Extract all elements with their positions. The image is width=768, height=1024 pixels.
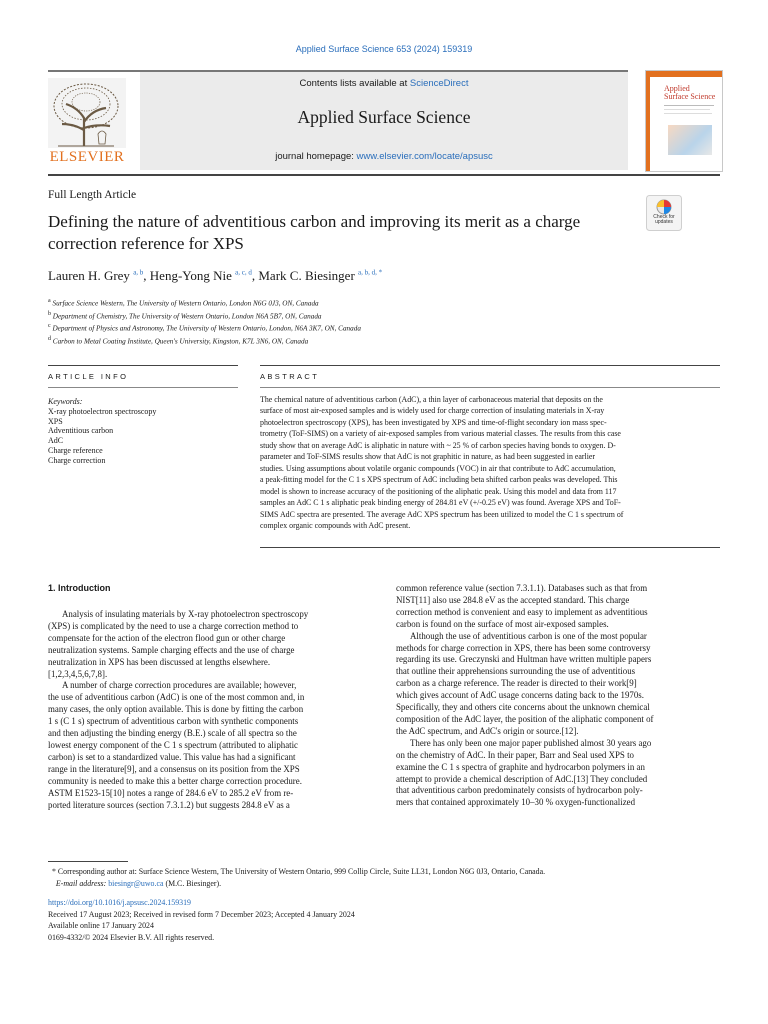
- body-text-line: neutralization in XPS has been discussed at lengths elsewhere.: [48, 656, 271, 667]
- body-text-line: There has only been one major paper published almost 30 years ago: [410, 737, 652, 748]
- body-text-line: range in the literature[9], and a consensus on its position from the XPS: [48, 763, 300, 774]
- body-text-line: on the chemistry of AdC. In their paper, Barr and Seal used XPS to: [396, 749, 634, 760]
- abstract-line: a peak-fitting model for the C 1 s XPS spectrum of AdC including beta shifted carbon peaks was developed. This: [260, 475, 618, 485]
- body-text-line: carbon) is set to a standardized value. This value has had a significant: [48, 751, 296, 762]
- journal-homepage-line: [140, 151, 628, 162]
- email-link[interactable]: biesingr@uwo.ca: [108, 878, 164, 888]
- author-name[interactable]: Mark C. Biesinger: [258, 268, 355, 283]
- cover-rule-3: [664, 113, 712, 114]
- email-suffix: (M.C. Biesinger).: [163, 878, 222, 888]
- abstract-line: The chemical nature of adventitious carbon (AdC), a thin layer of carbonaceous material that deposits on the: [260, 395, 603, 404]
- abstract-top-rule: [260, 365, 720, 366]
- affiliation-text: Department of Chemistry, The University of Western Ontario, London N6A 5B7, ON, Canada: [52, 312, 322, 321]
- corresponding-author-note: * Corresponding author at: Surface Science Western, The University of Western Ontario, 999 Collip Circle, Suite LL31, London N6G 0J3, Ontario, Canada.: [48, 867, 546, 876]
- cover-title-line1: Applied: [664, 84, 690, 93]
- affiliation-text: Department of Physics and Astronomy, The University of Western Ontario, London, N6A 3K7, ON, Canada: [52, 324, 361, 333]
- keyword: X-ray photoelectron spectroscopy: [48, 406, 157, 416]
- body-text-line: community is needed to make this a better charge correction procedure.: [48, 775, 302, 786]
- cover-rule-2: [664, 109, 710, 110]
- journal-citation[interactable]: Applied Surface Science 653 (2024) 159319: [295, 44, 473, 54]
- affiliation: [48, 296, 361, 309]
- article-title: Defining the nature of adventitious carbon and improving its merit as a charge correction reference for XPS: [48, 212, 581, 253]
- keyword: Charge reference: [48, 445, 103, 455]
- body-text-line: which gives account of AdC usage concerns dating back to the 1970s.: [396, 690, 644, 701]
- body-text-line: NIST[11] also use 284.8 eV as the accepted standard. This charge: [396, 594, 630, 605]
- article-info-heading: ARTICLE INFO: [48, 372, 129, 381]
- affiliation-mark: a: [48, 298, 51, 304]
- body-text-line: A number of charge correction procedures are available; however,: [62, 680, 297, 691]
- body-text-line: ASTM E1523-15[10] notes a range of 284.6 eV to 285.2 eV from re-: [48, 787, 294, 798]
- affiliation: [48, 334, 361, 347]
- body-text-line: the use of adventitious carbon (AdC) is one of the most common and, in: [48, 692, 305, 703]
- affiliation-list: [48, 296, 361, 347]
- body-text-line: compensate for the action of the electron flood gun or other charge: [48, 632, 286, 643]
- abstract-heading: ABSTRACT: [260, 372, 320, 381]
- cover-rule-1: [664, 105, 714, 106]
- article-info-top-rule: [48, 365, 238, 366]
- author-list: Lauren H. Grey $^{a, b}$, Heng-Yong Nie $^{a, c, d}$, Mark C. Biesinger $^{a, b, d, *}$: [48, 268, 383, 283]
- publication-info: [48, 897, 355, 943]
- body-text-line: common reference value (section 7.3.1.1). Databases such as that from: [396, 583, 648, 593]
- footnote-rule: [48, 861, 128, 862]
- journal-title[interactable]: Applied Surface Science: [297, 107, 471, 127]
- keyword: Charge correction: [48, 455, 106, 465]
- body-text-line: examine the C 1 s spectra of graphite and hydrocarbon polymers in an: [396, 761, 645, 772]
- body-text-line: attempt to provide a chemical description of AdC.[13] They concluded: [396, 773, 648, 784]
- sciencedirect-link[interactable]: ScienceDirect: [409, 78, 469, 89]
- abstract-text: [260, 394, 718, 531]
- body-text-line: (XPS) is complicated by the need to use a charge correction method to: [48, 620, 299, 631]
- affiliation: [48, 321, 361, 334]
- body-text-line: the AdC spectrum, and AdC's origin or source.[12].: [396, 725, 579, 736]
- body-column-right: [396, 583, 720, 809]
- available-online: Available online 17 January 2024: [48, 921, 154, 930]
- introduction-heading: 1. Introduction: [48, 583, 111, 593]
- body-text-line: Analysis of insulating materials by X-ray photoelectron spectroscopy: [62, 609, 309, 619]
- affiliation-mark: d: [48, 336, 51, 343]
- homepage-link[interactable]: www.elsevier.com/locate/apsusc: [356, 151, 493, 162]
- author-affiliation-marks[interactable]: a, b, d, *: [358, 268, 383, 277]
- abstract-line: samples an AdC C 1 s aliphatic peak binding energy of 284.81 eV (+/-0.25 eV) was found. Average XPS and ToF-: [260, 498, 621, 508]
- body-text-line: composition of the AdC layer, the position of the aliphatic component of: [396, 713, 654, 724]
- footnote-block: [48, 866, 545, 889]
- body-paragraph: [48, 680, 373, 811]
- body-paragraph: [396, 738, 720, 809]
- body-text-line: [1,2,3,4,5,6,7,8].: [48, 668, 108, 679]
- abstract-line: parameter and ToF-SIMS results show that AdC is not graphitic in nature, as had been suggested in earlier: [260, 452, 596, 462]
- article-type: Full Length Article: [48, 189, 137, 201]
- keywords-block: [48, 397, 156, 466]
- abstract-line: studies. Using assumptions about volatile organic compounds (VOC) in air that contribute to AdC accumulation,: [260, 463, 616, 473]
- author-name[interactable]: Lauren H. Grey: [48, 268, 130, 283]
- body-text-line: ported literature sources (section 7.3.1.2) but suggests 284.8 eV as a: [48, 799, 290, 810]
- header-bottom-rule: [48, 174, 720, 176]
- body-paragraph: [396, 631, 720, 738]
- body-text-line: that outline their apprehensions surrounding the use of adventitious: [396, 666, 636, 677]
- abstract-sub-rule: [260, 387, 720, 388]
- publisher-name: ELSEVIER: [49, 149, 125, 165]
- abstract-line: trometry (ToF-SIMS) on a variety of air-exposed samples from various material classes. The results from this case: [260, 429, 621, 439]
- body-text-line: carbon is found on the surface of most air-exposed samples.: [396, 618, 609, 629]
- abstract-line: surface of most air-exposed samples and is widely used for charge correction of insulating materials in X-ray: [260, 406, 605, 416]
- body-column-left: [48, 609, 373, 811]
- cover-title-line2: Surface Science: [664, 92, 716, 101]
- badge-label-line1: Check for: [653, 214, 675, 220]
- body-text-line: 1 s (C 1 s) spectrum of adventitious carbon with synthetic components: [48, 716, 299, 727]
- homepage-prefix: journal homepage:: [275, 151, 357, 162]
- abstract-line: study show that on average AdC is aliphatic in nature with ~ 25 % of carbon species having bonds to oxygen. D-: [260, 440, 616, 450]
- affiliation-mark: b: [48, 310, 51, 317]
- article-info-sub-rule: [48, 387, 238, 388]
- email-label: E-mail address:: [55, 878, 109, 888]
- body-text-line: Specifically, they and others cite concerns about the unknown chemical: [396, 702, 650, 713]
- journal-cover-thumbnail[interactable]: [645, 70, 723, 172]
- received-dates: Received 17 August 2023; Received in revised form 7 December 2023; Accepted 4 January 2024: [48, 909, 355, 919]
- body-text-line: and then adjusting the binding energy (B.E.) scale of all spectra so the: [48, 728, 297, 739]
- contents-prefix: Contents lists available at: [299, 78, 410, 89]
- cover-graphic: [668, 125, 712, 155]
- author-name[interactable]: Heng-Yong Nie: [149, 268, 232, 283]
- corresponding-author-text: Corresponding author at: Surface Science Western, The University of Western Ontario, 999 Collip Circle, Suite LL31, London N6G 0J3, Ontario, Canada.: [57, 867, 546, 876]
- elsevier-logo[interactable]: [48, 78, 126, 166]
- contents-line: [140, 78, 628, 89]
- abstract-line: model is shown to increase accuracy of the positioning of the aliphatic peak. Using this model and data from 117: [260, 486, 617, 496]
- check-for-updates-badge[interactable]: [646, 195, 682, 231]
- body-text-line: Although the use of adventitious carbon is one of the most popular: [410, 630, 647, 641]
- body-text-line: methods for charge correction in XPS, there has been some controversy: [396, 642, 651, 653]
- body-text-line: that adventitious carbon predominately consists of hydrocarbon poly-: [396, 785, 643, 796]
- cover-spine: [646, 71, 650, 171]
- copyright: 0169-4332/© 2024 Elsevier B.V. All rights reserved.: [48, 932, 215, 942]
- cover-top-band: [646, 71, 722, 77]
- affiliation-text: Surface Science Western, The University of Western Ontario, London N6G 0J3, ON, Canada: [52, 299, 319, 308]
- body-text-line: correction method is convenient and easy to implement as adventitious: [396, 606, 648, 617]
- affiliation-text: Carbon to Metal Coating Institute, Queen's University, Kingston, K7L 3N6, ON, Canada: [52, 337, 309, 346]
- keyword: Adventitious carbon: [48, 426, 114, 436]
- body-text-line: neutralization systems. Sample charging effects and the use of charge: [48, 644, 295, 655]
- email-line: [48, 878, 545, 890]
- body-paragraph: [48, 609, 373, 680]
- keywords-heading: Keywords:: [48, 397, 83, 406]
- author-affiliation-marks[interactable]: a, c, d: [235, 268, 252, 277]
- body-text-line: many cases, the only option available. This is done by fitting the carbon: [48, 704, 304, 715]
- doi-link[interactable]: https://doi.org/10.1016/j.apsusc.2024.159319: [48, 898, 191, 907]
- affiliation-mark: c: [48, 323, 51, 330]
- body-text-line: mers that contained approximately 10–30 % oxygen-functionalized: [396, 797, 636, 808]
- abstract-bottom-rule: [260, 547, 720, 548]
- keyword: AdC: [48, 436, 64, 446]
- author-affiliation-marks[interactable]: a, b: [133, 268, 144, 277]
- abstract-line: photoelectron spectroscopy (XPS), has been investigated by XPS and time-of-flight secondary ion mass spec-: [260, 417, 607, 427]
- cover-title: [664, 85, 715, 101]
- affiliation: [48, 309, 361, 322]
- body-paragraph: [396, 583, 720, 631]
- badge-label-line2: updates: [655, 219, 673, 226]
- body-text-line: carbon as a charge reference. The reader is directed to their work[9]: [396, 678, 637, 689]
- abstract-line: complex organic compounds with AdC present.: [260, 520, 411, 530]
- body-text-line: lowest energy component of the C 1 s spectrum (attributed to aliphatic: [48, 739, 298, 750]
- badge-label: [646, 215, 682, 226]
- keyword: XPS: [48, 416, 63, 426]
- body-text-line: regarding its use. Greczynski and Hultman have written multiple papers: [396, 654, 652, 665]
- abstract-line: SIMS AdC spectra are presented. The average AdC XPS spectrum has been utilized to model the C 1 s spectrum of: [260, 509, 624, 519]
